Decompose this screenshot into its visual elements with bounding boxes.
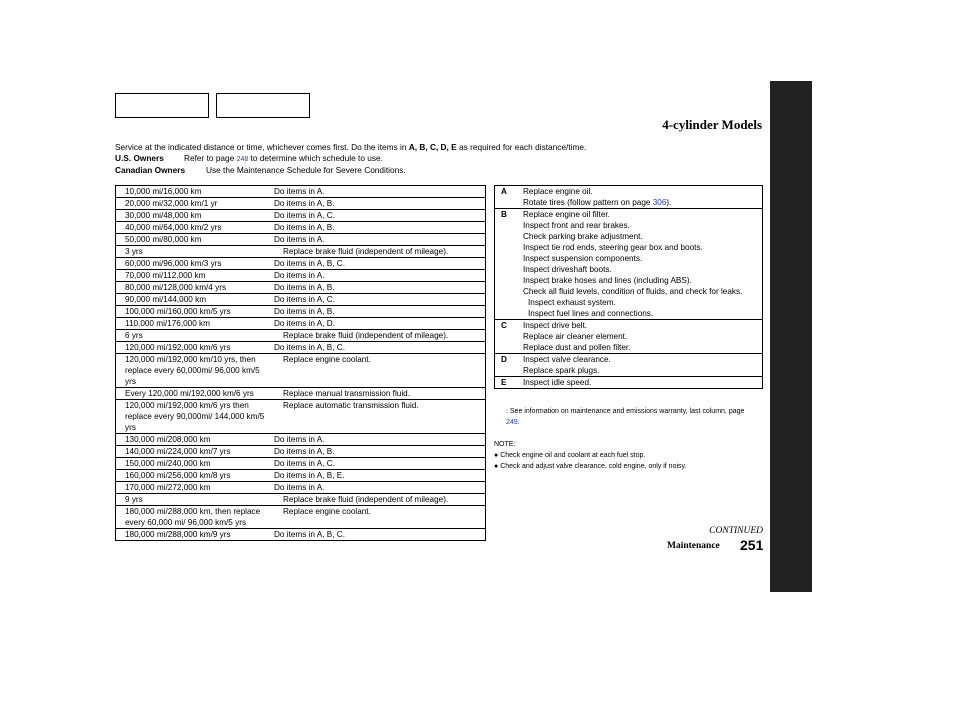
schedule-distance: 20,000 mi/32,000 km/1 yr bbox=[116, 198, 266, 210]
schedule-row bbox=[116, 258, 486, 270]
schedule-row bbox=[116, 234, 486, 246]
schedule-row bbox=[116, 222, 486, 234]
schedule-action: Replace brake fluid (independent of mileage). bbox=[265, 246, 486, 258]
legend-row-b: B Replace engine oil filter. Inspect front and rear brakes. Check parking brake adjustment. Inspect tie rod ends, steering gear box and boots. Inspect suspension components. Inspect driveshaft boots. Inspect brake hoses and lines (including ABS). Check all fluid levels, condition of fluids, and check for leaks. Inspect exhaust system. Inspect fuel lines and connections. bbox=[495, 209, 763, 320]
schedule-distance: 9 yrs bbox=[116, 494, 266, 506]
schedule-action: Replace engine coolant. bbox=[265, 506, 486, 529]
schedule-action: Do items in A, B, C. bbox=[265, 258, 486, 270]
schedule-action: Do items in A, C. bbox=[265, 210, 486, 222]
schedule-row bbox=[116, 482, 486, 494]
schedule-row bbox=[116, 434, 486, 446]
schedule-row bbox=[116, 446, 486, 458]
schedule-action: Do items in A. bbox=[265, 234, 486, 246]
maintenance-schedule-table bbox=[115, 185, 486, 541]
bullet-icon: ● bbox=[494, 452, 499, 459]
service-items-legend bbox=[494, 185, 763, 389]
schedule-row bbox=[116, 458, 486, 470]
schedule-row bbox=[116, 282, 486, 294]
schedule-row bbox=[116, 294, 486, 306]
schedule-action: Replace automatic transmission fluid. bbox=[265, 400, 486, 434]
note-block bbox=[494, 439, 686, 472]
schedule-distance: 120,000 mi/192,000 km/6 yrs bbox=[116, 342, 266, 354]
schedule-distance: 50,000 mi/80,000 km bbox=[116, 234, 266, 246]
schedule-action: Do items in A, B. bbox=[265, 198, 486, 210]
schedule-action: Replace manual transmission fluid. bbox=[265, 388, 486, 400]
schedule-action: Replace engine coolant. bbox=[265, 354, 486, 388]
schedule-action: Do items in A, B. bbox=[265, 222, 486, 234]
schedule-row bbox=[116, 400, 486, 434]
schedule-action: Do items in A, B, C. bbox=[265, 342, 486, 354]
us-owners-line: U.S. Owners Refer to page 248 to determine which schedule to use. bbox=[115, 153, 383, 163]
schedule-distance: 30,000 mi/48,000 km bbox=[116, 210, 266, 222]
page-number: 251 bbox=[740, 537, 764, 553]
schedule-action: Do items in A. bbox=[274, 187, 325, 196]
schedule-row bbox=[116, 330, 486, 342]
note-item: ● Check engine oil and coolant at each fuel stop. bbox=[494, 452, 646, 459]
continued-label: CONTINUED bbox=[709, 526, 763, 536]
schedule-distance: 160,000 mi/256,000 km/8 yrs bbox=[116, 470, 266, 482]
schedule-action: Do items in A, B, E. bbox=[265, 470, 486, 482]
page-title: 4-cylinder Models bbox=[662, 117, 762, 132]
schedule-distance: 120,000 mi/192,000 km/10 yrs, then replace every 60,000mi/ 96,000 km/5 yrs bbox=[116, 354, 266, 388]
schedule-distance: 3 yrs bbox=[116, 246, 266, 258]
schedule-distance: 100,000 mi/160,000 km/5 yrs bbox=[116, 306, 266, 318]
schedule-distance: 60,000 mi/96,000 km/3 yrs bbox=[116, 258, 266, 270]
schedule-distance: 150,000 mi/240,000 km bbox=[116, 458, 266, 470]
canadian-owners-line: Canadian Owners Use the Maintenance Schedule for Severe Conditions. bbox=[115, 165, 406, 175]
schedule-distance: 80,000 mi/128,000 km/4 yrs bbox=[116, 282, 266, 294]
schedule-action: Do items in A. bbox=[265, 434, 486, 446]
legend-row-d: D Inspect valve clearance. Replace spark plugs. bbox=[495, 354, 763, 377]
schedule-row bbox=[116, 246, 486, 258]
schedule-distance: 130,000 mi/208,000 km bbox=[116, 434, 266, 446]
schedule-action: Do items in A, B. bbox=[265, 282, 486, 294]
schedule-action: Do items in A, C. bbox=[265, 458, 486, 470]
schedule-row bbox=[116, 470, 486, 482]
legend-row-a: A Replace engine oil. Rotate tires (follow pattern on page 306). bbox=[501, 187, 672, 207]
schedule-row bbox=[116, 318, 486, 330]
schedule-action: Do items in A. bbox=[265, 482, 486, 494]
page-link[interactable]: 248 bbox=[236, 156, 249, 163]
section-name: Maintenance bbox=[667, 541, 720, 551]
schedule-distance: 120,000 mi/192,000 km/6 yrs then replace every 90,000mi/ 144,000 km/5 yrs bbox=[116, 400, 266, 434]
header-tab-box-2 bbox=[216, 93, 310, 118]
intro-line-1: Service at the indicated distance or time, whichever comes first. Do the items in A, B, C, D, E as required for each distance/time. bbox=[115, 142, 587, 152]
schedule-action: Do items in A, D. bbox=[265, 318, 486, 330]
schedule-distance: 6 yrs bbox=[116, 330, 266, 342]
schedule-action: Do items in A, B, C. bbox=[265, 529, 486, 541]
schedule-distance: 40,000 mi/64,000 km/2 yrs bbox=[116, 222, 266, 234]
schedule-distance: 180,000 mi/288,000 km, then replace every 60,000 mi/ 96,000 km/5 yrs bbox=[116, 506, 266, 529]
schedule-action: Do items in A. bbox=[265, 270, 486, 282]
schedule-row bbox=[116, 210, 486, 222]
schedule-row bbox=[116, 306, 486, 318]
warranty-footnote: : See information on maintenance and emissions warranty, last column, page 249. bbox=[506, 408, 745, 426]
schedule-row bbox=[116, 388, 486, 400]
schedule-row bbox=[116, 529, 486, 541]
page-link[interactable]: 249 bbox=[506, 419, 518, 426]
schedule-row bbox=[116, 342, 486, 354]
schedule-distance: 180,000 mi/288,000 km/9 yrs bbox=[116, 529, 266, 541]
schedule-distance: 110,000 mi/176,000 km bbox=[116, 318, 266, 330]
schedule-row bbox=[116, 270, 486, 282]
schedule-distance: 170,000 mi/272,000 km bbox=[116, 482, 266, 494]
schedule-row bbox=[116, 198, 486, 210]
intro-text bbox=[115, 142, 765, 176]
schedule-distance: 70,000 mi/112,000 km bbox=[116, 270, 266, 282]
schedule-distance: 10,000 mi/16,000 km bbox=[125, 187, 202, 196]
schedule-row bbox=[116, 506, 486, 529]
schedule-action: Do items in A, C. bbox=[265, 294, 486, 306]
legend-row-e: E Inspect idle speed. bbox=[495, 377, 763, 389]
schedule-action: Do items in A, B. bbox=[265, 446, 486, 458]
schedule-row bbox=[116, 354, 486, 388]
schedule-action: Replace brake fluid (independent of mileage). bbox=[265, 494, 486, 506]
note-label: NOTE: bbox=[494, 441, 516, 448]
header-tab-box-1 bbox=[115, 93, 209, 118]
schedule-row bbox=[116, 186, 486, 198]
bullet-icon: ● bbox=[494, 463, 499, 470]
legend-row-c: C Inspect drive belt. Replace air cleaner element. Replace dust and pollen filter. bbox=[495, 320, 763, 354]
schedule-distance: 90,000 mi/144,000 km bbox=[116, 294, 266, 306]
schedule-row bbox=[116, 494, 486, 506]
page-link[interactable]: 306 bbox=[652, 198, 667, 207]
chapter-side-bar bbox=[770, 81, 812, 592]
schedule-distance: Every 120,000 mi/192,000 km/6 yrs bbox=[116, 388, 266, 400]
schedule-distance: 140,000 mi/224,000 km/7 yrs bbox=[116, 446, 266, 458]
note-item: ● Check and adjust valve clearance, cold engine, only if noisy. bbox=[494, 463, 687, 470]
schedule-action: Do items in A, B. bbox=[265, 306, 486, 318]
schedule-action: Replace brake fluid (independent of mileage). bbox=[265, 330, 486, 342]
